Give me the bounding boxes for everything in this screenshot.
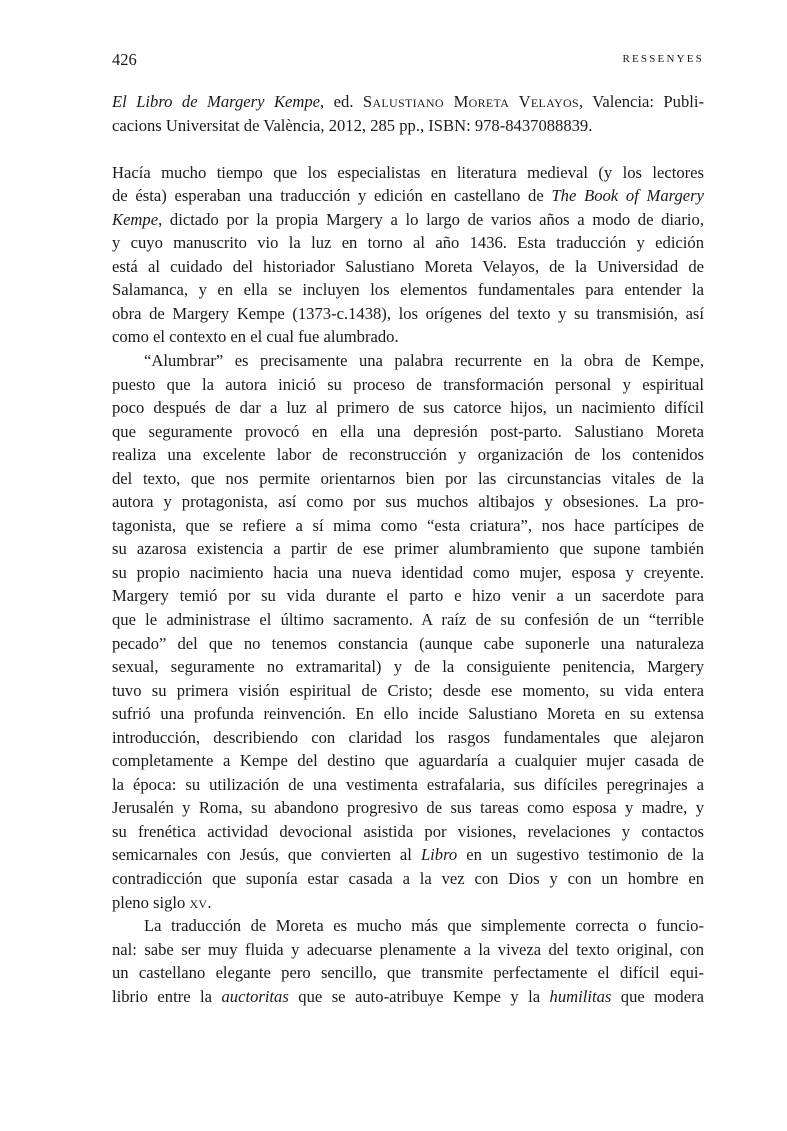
- work-title: Libro: [420, 845, 458, 865]
- book-citation: [112, 90, 704, 137]
- text-line: y cuyo manuscrito vio la luz en torno al año 1436. Esta traducción y edición: [112, 233, 704, 253]
- citation-line: cacions Universitat de València, 2012, 285 pp., ISBN: 978-8437088839.: [112, 115, 593, 135]
- text-span: librio entre la: [112, 986, 222, 1006]
- text-line: obra de Margery Kempe (1373-c.1438), los orígenes del texto y su transmisión, así: [112, 303, 704, 323]
- work-title: The Book of Margery: [551, 186, 704, 206]
- text-line: [112, 208, 704, 232]
- review-text: [112, 161, 704, 1009]
- text-line: Margery temió por su vida durante el parto e hizo venir a un sacerdote para: [112, 586, 704, 606]
- text-line: contradicción que suponía estar casada a la vez con Dios y con un hombre en: [112, 869, 704, 888]
- text-line: autora y protagonista, así como por sus muchos altibajos y obsesiones. La pro-: [112, 492, 704, 512]
- text-line: está al cuidado del historiador Salustiano Moreta Velayos, de la Universidad de: [112, 256, 704, 276]
- page-body: [112, 90, 704, 1008]
- citation-ed: , ed.: [320, 92, 363, 111]
- text-line: Jerusalén y Roma, su abandono progresivo de sus tareas como esposa y madre, y: [112, 798, 704, 818]
- text-line: “Alumbrar” es precisamente una palabra recurrente en la obra de Kempe,: [144, 350, 704, 370]
- text-line: que le administrase el último sacramento. A raíz de su confesión de un “terrible: [112, 609, 704, 629]
- century-numeral: xv: [189, 892, 208, 912]
- text-line: un castellano elegante pero sencillo, que transmite perfectamente el difícil equi-: [112, 963, 704, 983]
- book-title: El Libro de Margery Kempe: [112, 92, 321, 111]
- text-span: semicarnales con Jesús, que convierten al: [112, 845, 421, 865]
- citation-line: [112, 90, 704, 114]
- latin-term: auctoritas: [221, 986, 289, 1006]
- text-line: que seguramente provocó en ella una depresión post-parto. Salustiano Moreta: [112, 421, 704, 441]
- text-line: [112, 184, 704, 208]
- paragraph-3: [112, 914, 704, 1008]
- text-line: pecado” del que no tenemos constancia (aunque cabe suponerle una naturaleza: [112, 633, 704, 653]
- page-number: 426: [112, 50, 137, 69]
- text-span: en un sugestivo testimonio de la: [457, 845, 704, 865]
- paragraph-2: [112, 349, 704, 914]
- text-line: la época: su utilización de una vestimenta estrafalaria, sus difíciles peregrinajes a: [112, 774, 704, 794]
- text-line: tuvo su primera visión espiritual de Cristo; desde ese momento, su vida entera: [112, 680, 704, 700]
- text-span: .: [207, 892, 212, 912]
- paragraph-1: [112, 161, 704, 349]
- text-line: su propio nacimiento hacia una nueva identidad como mujer, esposa y creyente.: [112, 562, 704, 582]
- text-line: Hacía mucho tiempo que los especialistas en literatura medieval (y los lectores: [112, 162, 704, 182]
- text-line: puesto que la autora inició su proceso de transformación personal y espiritual: [112, 374, 704, 394]
- text-line: introducción, describiendo con claridad los rasgos fundamentales que alejaron: [112, 727, 704, 747]
- text-span: de ésta) esperaban una traducción y edición en castellano de: [112, 186, 552, 206]
- text-span: pleno siglo: [112, 892, 190, 912]
- text-line: tagonista, que se refiere a sí mima como “esta criatura”, nos hace partícipes de: [112, 515, 704, 535]
- text-line: poco después de dar a luz al primero de sus catorce hijos, un nacimiento difícil: [112, 398, 704, 418]
- text-line: [112, 891, 704, 915]
- editor-name: Salustiano Moreta Velayos: [362, 92, 579, 111]
- text-line: del texto, que nos permite orientarnos bien por las circunstancias vitales de la: [112, 468, 704, 488]
- text-line: [112, 985, 704, 1009]
- text-line: como el contexto en el cual fue alumbrado.: [112, 327, 399, 347]
- text-line: sufrió una profunda reinvención. En ello incide Salustiano Moreta en su extensa: [112, 704, 704, 724]
- text-line: realiza una excelente labor de reconstrucción y organización de los contenidos: [112, 445, 704, 465]
- text-line: [112, 843, 704, 867]
- work-title: Kempe: [112, 209, 159, 229]
- citation-publisher: , Valencia: Publi-: [578, 92, 704, 111]
- text-span: que modera: [611, 986, 704, 1006]
- text-line: completamente a Kempe del destino que aguardaría a cualquier mujer casada de: [112, 751, 704, 771]
- page-header: [112, 50, 704, 72]
- text-line: La traducción de Moreta es mucho más que simplemente correcta o funcio-: [144, 916, 704, 936]
- text-line: nal: sabe ser muy fluida y adecuarse plenamente a la viveza del texto original, con: [112, 939, 704, 959]
- text-span: , dictado por la propia Margery a lo largo de varios años a modo de diario,: [158, 209, 704, 229]
- text-line: Salamanca, y en ella se incluyen los elementos fundamentales para entender la: [112, 280, 704, 300]
- running-head: RESSENYES: [622, 53, 704, 65]
- text-line: su azarosa existencia a partir de ese primer alumbramiento que supone también: [112, 539, 704, 559]
- latin-term: humilitas: [549, 986, 612, 1006]
- text-span: que se auto-atribuye Kempe y la: [288, 986, 550, 1006]
- text-line: su frenética actividad devocional asistida por visiones, revelaciones y contactos: [112, 821, 704, 841]
- text-line: sexual, seguramente no extramarital) y de la consiguiente penitencia, Margery: [112, 657, 704, 677]
